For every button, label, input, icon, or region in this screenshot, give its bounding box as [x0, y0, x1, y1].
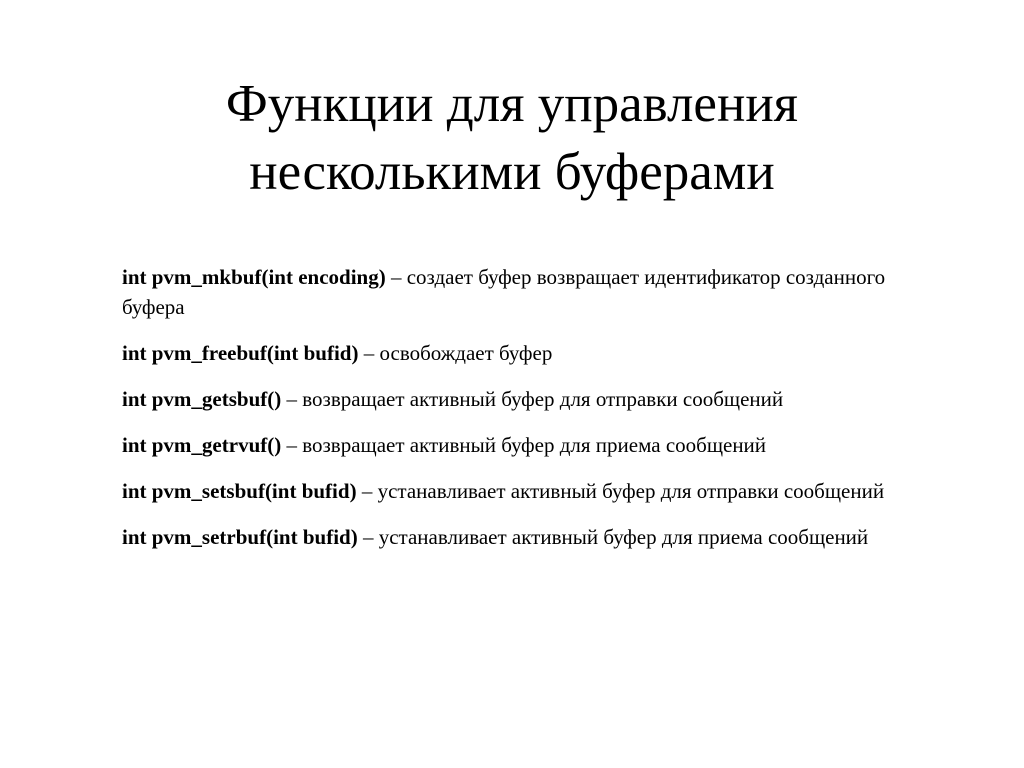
function-description: – возвращает активный буфер для приема сообщений	[281, 433, 767, 457]
function-signature-close: )	[274, 433, 282, 457]
function-item-setsbuf	[122, 476, 952, 506]
slide-title-line-2: несколькими буферами	[249, 143, 775, 201]
function-description: – устанавливает активный буфер для приема сообщений	[357, 525, 869, 549]
function-signature: int pvm_setsbuf(int bufid	[122, 479, 350, 503]
function-signature: int pvm_mkbuf(int encoding	[122, 265, 379, 289]
function-item-getsbuf	[122, 384, 952, 414]
function-item-setrbuf	[122, 522, 952, 552]
function-signature-close: )	[378, 265, 386, 289]
function-description: – устанавливает активный буфер для отправки сообщений	[356, 479, 885, 503]
slide-title-line-1: Функции для управления	[225, 75, 799, 133]
function-list	[122, 262, 952, 568]
function-description: – освобождает буфер	[358, 341, 553, 365]
function-description: – возвращает активный буфер для отправки сообщений	[281, 387, 784, 411]
function-item-getrvuf	[122, 430, 952, 460]
function-signature: int pvm_setrbuf(int bufid	[122, 525, 351, 549]
function-item-freebuf	[122, 338, 952, 368]
function-signature: int pvm_getrvuf(	[122, 433, 275, 457]
function-signature: int pvm_getsbuf(	[122, 387, 275, 411]
function-signature: int pvm_freebuf(int bufid	[122, 341, 352, 365]
function-signature-close: )	[274, 387, 282, 411]
slide-title	[0, 70, 1024, 206]
function-signature-close: )	[350, 525, 358, 549]
function-signature-close: )	[349, 479, 357, 503]
function-description: – создает буфер возвращает идентификатор созданного буфера	[122, 265, 886, 319]
function-item-mkbuf	[122, 262, 952, 322]
function-signature-close: )	[351, 341, 359, 365]
